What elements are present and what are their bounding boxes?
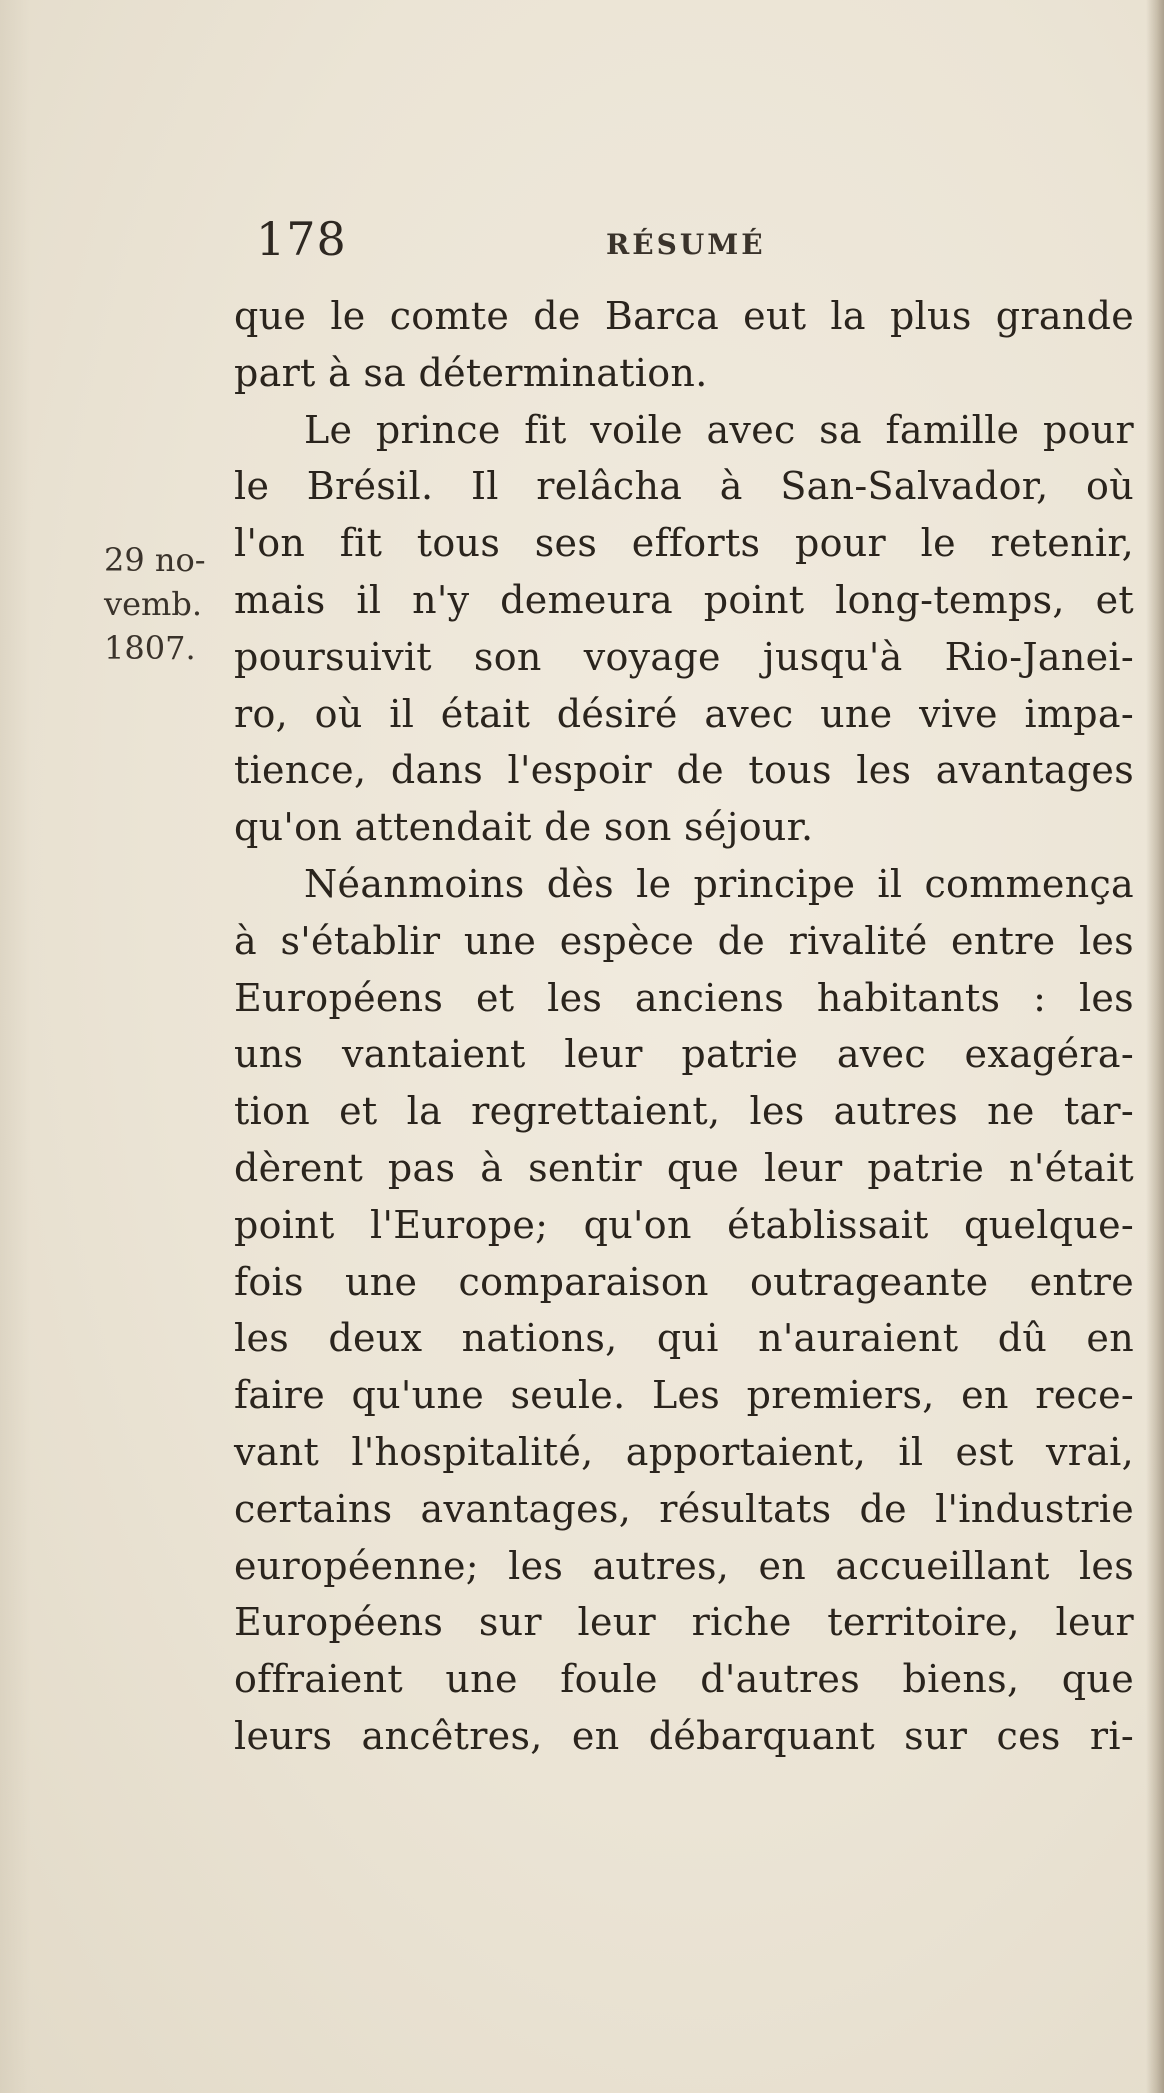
text-line: qu'on attendait de son séjour.: [234, 805, 814, 850]
text-line: Européens et les anciens habitants : les: [234, 975, 1134, 1020]
text-line: tience, dans l'espoir de tous les avantages: [234, 748, 1134, 793]
margin-date-note: [104, 538, 244, 670]
text-line: Le prince fit voile avec sa famille pour: [304, 407, 1134, 452]
text-line: les deux nations, qui n'auraient dû en: [234, 1316, 1134, 1361]
text-line: certains avantages, résultats de l'industrie: [234, 1486, 1134, 1531]
text-line: point l'Europe; qu'on établissait quelque-: [234, 1202, 1134, 1247]
text-line: l'on fit tous ses efforts pour le retenir,: [234, 521, 1134, 566]
text-line: mais il n'y demeura point long-temps, et: [234, 577, 1134, 622]
running-title: RÉSUMÉ: [606, 228, 766, 261]
text-line: ro, où il était désiré avec une vive impa-: [234, 691, 1134, 736]
text-line: offraient une foule d'autres biens, que: [234, 1657, 1134, 1702]
text-line: le Brésil. Il relâcha à San-Salvador, où: [234, 464, 1134, 509]
text-line: vant l'hospitalité, apportaient, il est vrai,: [234, 1429, 1134, 1474]
text-line: européenne; les autres, en accueillant les: [234, 1543, 1134, 1588]
text-line: Européens sur leur riche territoire, leur: [234, 1600, 1134, 1645]
text-line: poursuivit son voyage jusqu'à Rio-Janei-: [234, 634, 1134, 679]
page-number: 178: [256, 212, 347, 266]
page-right-edge: [1146, 0, 1164, 2093]
text-line: tion et la regrettaient, les autres ne tar-: [234, 1089, 1134, 1134]
page-left-shading: [0, 0, 30, 2093]
text-line: leurs ancêtres, en débarquant sur ces ri-: [234, 1713, 1134, 1758]
running-head: [256, 212, 1126, 272]
margin-note-line: 1807.: [104, 629, 196, 667]
text-line: que le comte de Barca eut la plus grande: [234, 294, 1134, 338]
text-line: dèrent pas à sentir que leur patrie n'était: [234, 1145, 1134, 1190]
text-line: uns vantaient leur patrie avec exagéra-: [234, 1032, 1134, 1077]
text-line: fois une comparaison outrageante entre: [234, 1259, 1134, 1304]
body-text: [234, 288, 1134, 1765]
margin-note-line: 29 no-: [104, 541, 206, 579]
text-line: part à sa détermination.: [234, 350, 708, 395]
text-line: Néanmoins dès le principe il commença: [304, 861, 1134, 906]
margin-note-line: vemb.: [104, 585, 203, 623]
text-line: à s'établir une espèce de rivalité entre les: [234, 918, 1134, 963]
text-line: faire qu'une seule. Les premiers, en rece-: [234, 1373, 1134, 1418]
